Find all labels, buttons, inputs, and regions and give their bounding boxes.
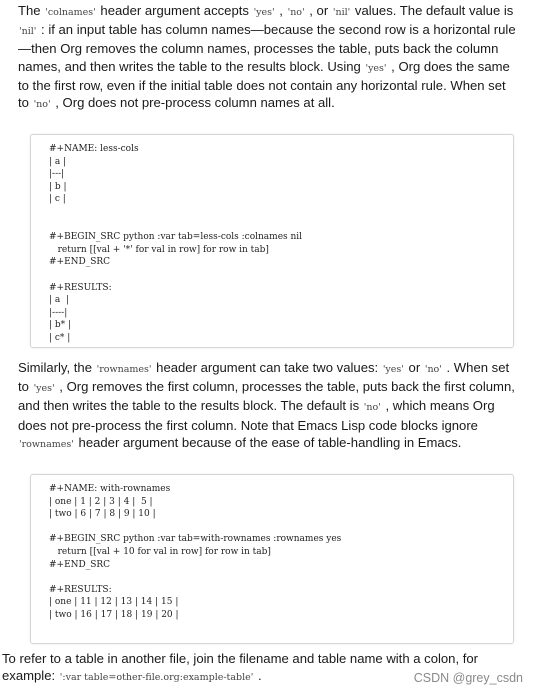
inline-code: 'yes': [33, 383, 55, 395]
inline-code: 'yes': [382, 364, 404, 375]
text: .: [254, 668, 262, 684]
text: or: [404, 360, 424, 375]
watermark: CSDN @grey_csdn: [413, 671, 523, 685]
text: . When set to: [18, 360, 510, 395]
text: Similarly, the: [18, 360, 96, 375]
colnames-paragraph: [18, 2, 518, 113]
code-block-with-rownames: [30, 474, 514, 644]
text: values. The default value is: [351, 3, 514, 18]
inline-code: 'yes': [253, 7, 275, 18]
text: The: [18, 3, 45, 18]
inline-code: 'rownames': [96, 364, 152, 375]
inline-code: 'no': [424, 364, 442, 375]
rownames-paragraph: [18, 359, 518, 453]
text: , Org does not pre-process column names at all.: [51, 95, 335, 111]
code-text: #+NAME: with-rownames | one | 1 | 2 | 3 | 4 | 5 | | two | 6 | 7 | 8 | 9 | 10 | #+BEGIN_SRC python :var tab=with-rownames :rownames yes return [[val + 10 for val in row] for row in tab] #+END_SRC #+RESULTS: | one | 11 | 12 | 13 | 14 | 15 | | two | 16 | 17 | 18 | 19 | 20 |: [49, 484, 342, 620]
code-text: #+NAME: less-cols | a | |---| | b | | c | #+BEGIN_SRC python :var tab=less-cols :colnames nil return [[val + '*' for val in row] for row in tab] #+END_SRC #+RESULTS: | a | |----| | b* | | c* |: [49, 144, 303, 343]
text: header argument because of the ease of table-handling in Emacs.: [74, 434, 462, 450]
inline-code: 'rownames': [19, 438, 74, 450]
inline-code: 'nil': [19, 26, 37, 38]
inline-code: ':var table=other-file.org:example-table': [59, 672, 254, 684]
text: , which means Org does not pre-process the first column. Note that Emacs Lisp code blocks ignore: [18, 398, 495, 433]
inline-code: 'no': [287, 7, 305, 18]
inline-code: 'colnames': [45, 7, 96, 18]
inline-code: 'no': [33, 99, 51, 111]
text: , Org does the same to the first row, even if the initial table does not contain any horizontal rule. When set to: [18, 58, 510, 111]
text: , Org removes the first column, processes the table, puts back the first column, and then writes the table to the results block. The default is: [18, 379, 515, 414]
text: , or: [305, 3, 332, 18]
text: header argument accepts: [96, 3, 253, 18]
inline-code: 'nil': [332, 7, 351, 18]
text: ,: [275, 3, 287, 18]
inline-code: 'no': [363, 402, 381, 414]
code-block-less-cols: [30, 134, 514, 348]
text: header argument can take two values:: [152, 360, 382, 375]
inline-code: 'yes': [365, 62, 387, 74]
text: : if an input table has column names—because the second row is a horizontal rule—then Org removes the column names, processes the table, puts back the column names, and then writes the table to the results block. Using: [18, 22, 516, 74]
text: To refer to a table in another file, join the filename and table name with a colon, for example:: [2, 651, 479, 684]
